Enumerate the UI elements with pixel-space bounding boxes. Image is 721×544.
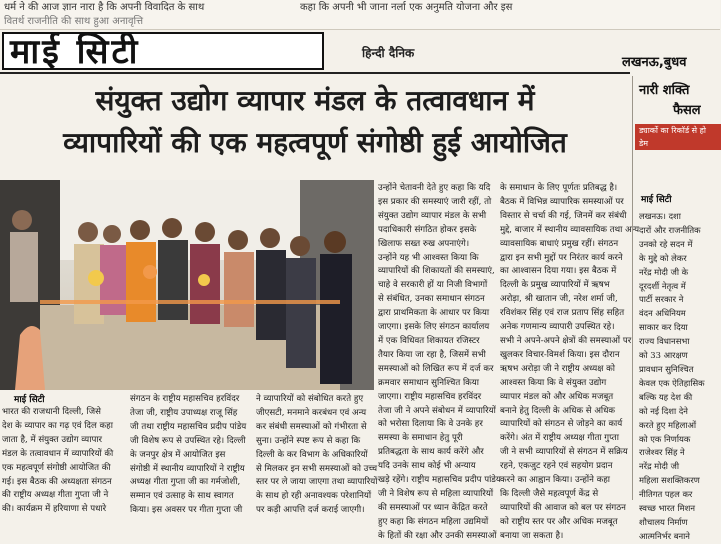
- dateline: लखनऊ,बुधव: [622, 55, 687, 70]
- text-line: भारत की राजधानी दिल्ली, जिसे: [2, 407, 101, 417]
- right-side-column: [632, 76, 720, 541]
- text-line: हुए कहा कि संगठन महिला उद्यमियों: [378, 516, 489, 527]
- caption-tag: माई सिटी: [14, 395, 45, 405]
- text-line: यदि उनके साथ कोई भी अन्याय: [378, 461, 476, 472]
- text-line: के मुद्दे को लेकर: [639, 252, 687, 263]
- text-line: जाता है, में संयुक्त उद्योग व्यापार: [2, 434, 103, 445]
- article-column-2: [130, 393, 248, 516]
- text-line: में एक विधिवत शिकायत रजिस्टर: [378, 335, 480, 346]
- text-line: का आश्वासन दिया गया। इस बैठक में: [500, 266, 617, 277]
- group-photo-illustration: [0, 180, 374, 390]
- text-line: व्यापार मंडल को और अधिक मजबूत: [500, 391, 614, 402]
- headline-line-2: व्यापारियों की एक महत्वपूर्ण संगोष्ठी हुई आयोजित: [63, 126, 567, 159]
- text-line: के हितों की रक्षा और उनकी समस्याओं: [378, 530, 497, 541]
- article-column-5: [500, 182, 640, 541]
- text-line: किया। इस अवसर पर गीता गुप्ता जी: [130, 505, 243, 516]
- text-line: द्वारा प्राथमिकता के आधार पर किया: [378, 308, 490, 319]
- right-column-body: [639, 210, 705, 544]
- text-line: संगठन के राष्ट्रीय महासचिव हरविंदर: [130, 394, 240, 404]
- text-line: बैठक में विभिन्न व्यापारिक समस्याओं पर: [500, 196, 624, 207]
- text-line: समस्याओं को लिखित रूप में दर्ज कर: [378, 363, 494, 374]
- text-line: गई। इस बैठक की अध्यक्षता संगठन: [2, 476, 112, 487]
- text-line: प्रावधान सुनिश्चित: [639, 363, 694, 374]
- text-line: दूरदर्शी नेतृत्व में: [639, 280, 686, 291]
- text-line: दिल्ली के कर विभाग के अधिकारियों: [256, 449, 368, 460]
- text-line: तेजा जी ने अपने संबोधन में व्यापारियों: [378, 405, 496, 416]
- text-line: की। कार्यक्रम में हरियाणा से पधारे: [2, 504, 107, 515]
- text-line: सुना। उन्होंने स्पष्ट रूप से कहा कि: [256, 435, 361, 446]
- text-line: आत्मनिर्भर बनाने: [639, 530, 690, 541]
- text-line: पर कड़ी आपत्ति दर्ज कराई जाएगी।: [256, 505, 365, 516]
- article-column-4: [378, 182, 501, 541]
- text-line: क्रमवार समाधान सुनिश्चित किया: [378, 377, 479, 388]
- text-line: व्यापारियों की शिकायतों की समस्याएं,: [378, 266, 495, 277]
- text-line: चाहे वे सरकारी हों या निजी विभागों: [378, 280, 488, 291]
- text-line: उन्होंने चेतावनी देते हुए कहा कि यदि: [378, 183, 491, 193]
- top-strip-subline: वितर्थ राजनीति की साथ हुआ अनावृत्ति: [4, 16, 144, 27]
- text-line: राजेश्वर सिंह ने: [639, 447, 685, 458]
- newspaper-title: माई सिटी: [10, 32, 141, 72]
- text-line: देश के व्यापार का गढ़ एवं दिल कहा: [2, 420, 113, 431]
- text-line: जी विशेष रूप से उपस्थित रहे। दिल्ली: [130, 435, 246, 446]
- text-line: जीएसटी, मनमाने करबंधन एवं अन्य: [256, 407, 367, 418]
- text-line: अनेक गणमान्य व्यापारी उपस्थित रहे।: [500, 322, 615, 333]
- text-line: स्वच्छ भारत मिशन: [639, 503, 695, 514]
- text-line: पार्टी सरकार ने: [639, 294, 684, 305]
- text-line: बनाया जा सकता है।: [500, 530, 564, 541]
- top-news-strip: [0, 0, 720, 30]
- text-line: बनाने हेतु दिल्ली के अधिक से अधिक: [500, 405, 616, 416]
- right-headline-2: फैसल: [673, 103, 701, 118]
- text-line: जी ने विशेष रूप से महिला व्यापारियों: [378, 488, 494, 499]
- text-line: के समाधान के लिए पूर्णतः प्रतिबद्ध है।: [500, 183, 618, 193]
- text-line: रविशंकर सिंह एवं राज प्रताप सिंह सहित: [500, 308, 625, 319]
- red-box-line-2: डेम: [639, 139, 649, 148]
- text-line: केवल एक ऐतिहासिक: [639, 377, 705, 388]
- text-line: समस्या के समाधान हेतु पूरी: [378, 433, 463, 444]
- text-line: शौचालय निर्माण: [639, 516, 688, 527]
- text-line: रहने, एकजुट रहने एवं सहयोग प्रदान: [500, 461, 613, 472]
- text-line: सम्मान एवं उत्साह के साथ स्वागत: [130, 491, 234, 502]
- text-line: व्यापारियों की आवाज को बल पर संगठन: [500, 502, 626, 513]
- red-box-line-1: ड्यार्को का रिकॉर्ड से हो: [639, 126, 706, 135]
- text-line: कि दिल्ली जैसे महत्वपूर्ण केंद्र से: [500, 488, 599, 499]
- text-line: करते हुए महिलाओं: [639, 419, 697, 430]
- text-line: द्वारा इन सभी मुद्दों पर निरंतर कार्य करने: [500, 252, 623, 263]
- text-line: की राष्ट्रीय अध्यक्ष गीता गुप्ता जी ने: [2, 490, 109, 501]
- text-line: संगोष्ठी में स्थानीय व्यापारियों ने राष्ट्रीय: [130, 463, 245, 474]
- text-line: करने का आह्वान किया। उन्होंने कहा: [500, 475, 611, 486]
- headline-line-1: संयुक्त उद्योग व्यापार मंडल के तत्वावधान में: [95, 84, 535, 117]
- text-line: पदाधिकारी संगठित होकर इसके: [378, 224, 477, 235]
- text-line: राज्य विधानसभा: [639, 336, 690, 347]
- text-line: अरोड़ा, श्री खातान जी, नरेश शर्मा जी,: [500, 294, 618, 305]
- text-line: व्यापारियों को संगठन से जोड़ने का कार्य: [500, 419, 623, 430]
- top-strip-left-text: धर्म ने की आज ज्ञान नारा है कि अपनी विवादित के साथ: [4, 2, 205, 13]
- article-column-3: [256, 393, 378, 516]
- text-line: आश्वस्त किया कि वे संयुक्त उद्योग: [500, 377, 607, 388]
- text-line: साकार कर दिया: [639, 322, 688, 333]
- text-line: जी ने सभी व्यापारियों से संगठन में सक्रिय: [500, 447, 628, 458]
- text-line: उन्होंने यह भी आश्वस्त किया कि: [378, 252, 479, 263]
- text-line: की समस्याओं पर ध्यान केंद्रित करते: [378, 502, 488, 513]
- text-line: वंदन अधिनियम: [639, 308, 686, 319]
- text-line: से संबंधित, उनका समाधान संगठन: [378, 294, 485, 305]
- right-headline-1: नारी शक्ति: [639, 83, 690, 98]
- masthead-rule: [0, 72, 630, 74]
- text-line: खड़े रहेंगे। राष्ट्रीय महासचिव प्रदीप पांडेय: [378, 475, 501, 486]
- masthead: [0, 30, 630, 74]
- text-line: को भरोसा दिलाया कि वे उनके हर: [378, 419, 483, 430]
- text-line: खुलकर विचार-विमर्श किया। इस दौरान: [500, 349, 620, 360]
- text-line: महिला सशक्तिकरण: [639, 475, 700, 486]
- text-line: के जनपुर क्षेत्र में आयोजित इस: [130, 449, 226, 460]
- text-line: को 33 आरक्षण: [639, 350, 688, 361]
- text-line: करेंगे। अंत में राष्ट्रीय अध्यक्ष गीता गुप्ता: [500, 433, 619, 444]
- text-line: खिलाफ सख्त रुख अपनाएंगे।: [378, 238, 470, 249]
- text-line: प्रतिबद्धता के साथ कार्य करेंगे और: [378, 447, 484, 458]
- article-column-1: [2, 406, 122, 515]
- text-line: को नई दिशा देने: [639, 405, 688, 416]
- top-strip-right-text: कहा कि अपनी भी जाना नर्ला एक अनुमति योजना और इस: [300, 2, 513, 13]
- right-column-tag: माई सिटी: [641, 195, 672, 205]
- text-line: ने व्यापारियों को संबोधित करते हुए: [256, 394, 364, 404]
- text-line: को राष्ट्रीय स्तर पर और अधिक मजबूत: [500, 516, 618, 527]
- text-line: संयुक्त उद्योग व्यापार मंडल के सभी: [378, 210, 487, 221]
- text-line: तैयार किया जा रहा है, जिसमें सभी: [378, 349, 486, 360]
- text-line: मंडल के तत्वावधान में व्यापारियों की: [2, 448, 114, 459]
- text-line: को एक निर्णायक: [639, 433, 691, 444]
- text-line: ऋषभ अरोड़ा जी ने राष्ट्रीय अध्यक्ष को: [500, 363, 615, 374]
- text-line: जी तथा राष्ट्रीय महासचिव प्रदीप पांडेय: [130, 421, 247, 432]
- text-line: तेजा जी, राष्ट्रीय उपाध्यक्ष राजू सिंह: [130, 407, 238, 418]
- text-line: लखनऊ। दशा: [639, 211, 681, 221]
- text-line: मुद्दे, बाजार में स्थानीय व्यावसायिक तथा अन्य: [500, 224, 640, 235]
- text-line: दारों और राजनीतिक: [639, 224, 701, 235]
- text-line: बल्कि यह देश की: [639, 391, 693, 402]
- text-line: स्तर पर ले जाया जाएगा तथा व्यापारियों: [256, 477, 378, 488]
- text-line: नीतिगत पहल कर: [639, 489, 693, 500]
- headline: [0, 80, 630, 164]
- text-line: व्यावसायिक बाधाएं प्रमुख रहीं। संगठन: [500, 238, 619, 249]
- text-line: जाएगा। इसके लिए संगठन कार्यालय: [378, 322, 490, 333]
- text-line: दिल्ली के प्रमुख व्यापारियों में ऋषभ: [500, 280, 610, 291]
- news-photo: [0, 180, 374, 390]
- text-line: कर संबंधी समस्याओं को गंभीरता से: [256, 421, 367, 432]
- text-line: अध्यक्ष गीता गुप्ता जी का गर्मजोशी,: [130, 477, 241, 488]
- text-line: से मिलकर इन सभी समस्याओं को उच्च: [256, 463, 378, 474]
- text-line: नरेंद्र मोदी जी: [639, 461, 680, 472]
- text-line: इस प्रकार की समस्याएं जारी रहीं, तो: [378, 196, 492, 207]
- text-line: एक महत्वपूर्ण संगोष्ठी आयोजित की: [2, 462, 111, 473]
- text-line: जाएगा। राष्ट्रीय महासचिव हरविंदर: [378, 391, 482, 402]
- brand-box: [2, 32, 324, 70]
- text-line: विस्तार से चर्चा की गई, जिनमें कर संबंधी: [500, 210, 627, 221]
- text-line: के साथ हो रही अनावश्यक परेशानियों: [256, 491, 372, 502]
- text-line: उनको रहे सदन में: [639, 238, 693, 249]
- right-red-box: [635, 124, 721, 150]
- text-line: सभी ने अपने-अपने क्षेत्रों की समस्याओं पर: [500, 335, 632, 346]
- text-line: नरेंद्र मोदी जी के: [639, 266, 689, 277]
- newspaper-edition: हिन्दी दैनिक: [362, 46, 415, 60]
